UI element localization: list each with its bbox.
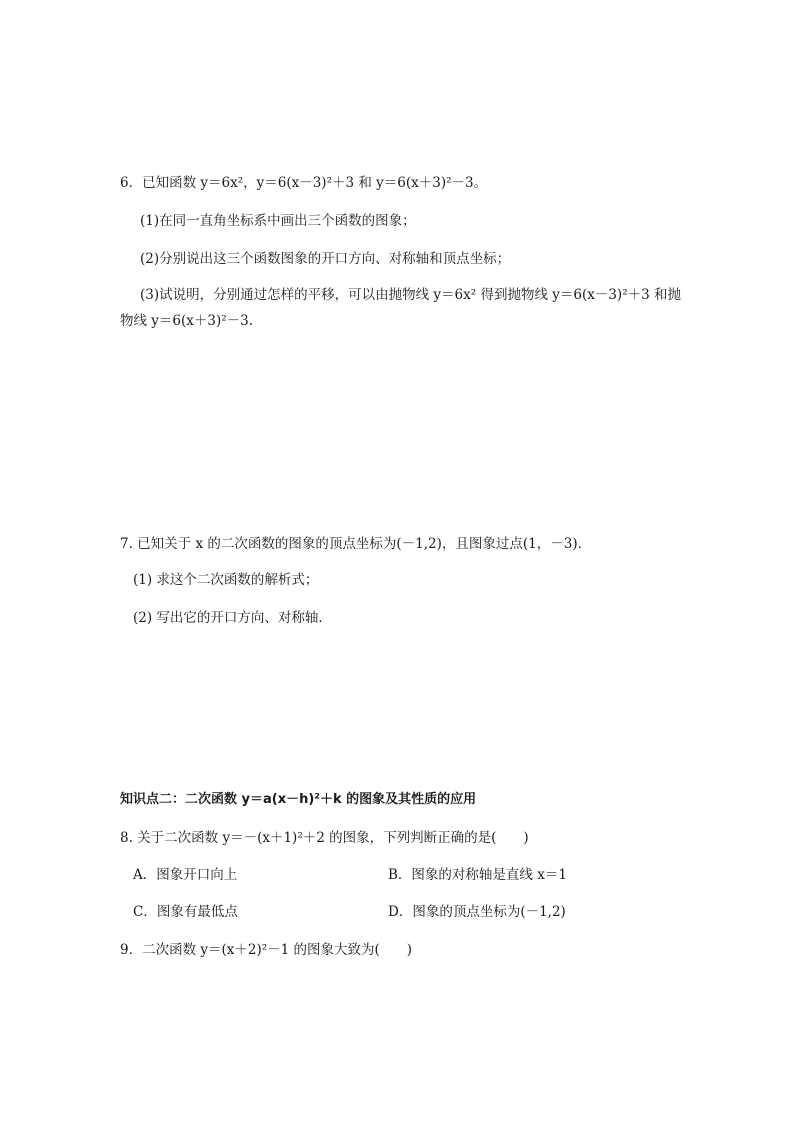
- q8-option-b: B．图象的对称轴是直线 x＝1: [388, 867, 567, 883]
- q6-sub2: (2)分别说出这三个函数图象的开口方向、对称轴和顶点坐标；: [140, 251, 511, 267]
- q8-option-a: A．图象开口向上: [133, 867, 238, 883]
- q7-sub1: (1) 求这个二次函数的解析式；: [133, 572, 319, 588]
- q6-sub1: (1)在同一直角坐标系中画出三个函数的图象；: [140, 213, 416, 229]
- q8-option-c: C．图象有最低点: [133, 904, 238, 920]
- q6-sub3-line1: (3)试说明，分别通过怎样的平移，可以由抛物线 y＝6x² 得到抛物线 y＝6(x－3)²＋3 和抛: [140, 287, 681, 303]
- q6-sub3-line2: 物线 y＝6(x＋3)²－3.: [120, 313, 254, 329]
- q6-stem: 6．已知函数 y＝6x²，y＝6(x－3)²＋3 和 y＝6(x＋3)²－3。: [120, 175, 488, 191]
- q8-option-d: D．图象的顶点坐标为(－1,2): [388, 904, 566, 920]
- q7-sub2: (2) 写出它的开口方向、对称轴．: [133, 610, 332, 626]
- q8-stem: 8. 关于二次函数 y＝－(x＋1)²＋2 的图象，下列判断正确的是( ): [120, 830, 529, 846]
- section-heading: 知识点二：二次函数 y＝a(x－h)²＋k 的图象及其性质的应用: [120, 792, 477, 807]
- q9-stem: 9．二次函数 y＝(x＋2)²－1 的图象大致为( ): [120, 942, 413, 958]
- q7-stem: 7. 已知关于 x 的二次函数的图象的顶点坐标为(－1,2)，且图象过点(1，－3)．: [120, 536, 592, 552]
